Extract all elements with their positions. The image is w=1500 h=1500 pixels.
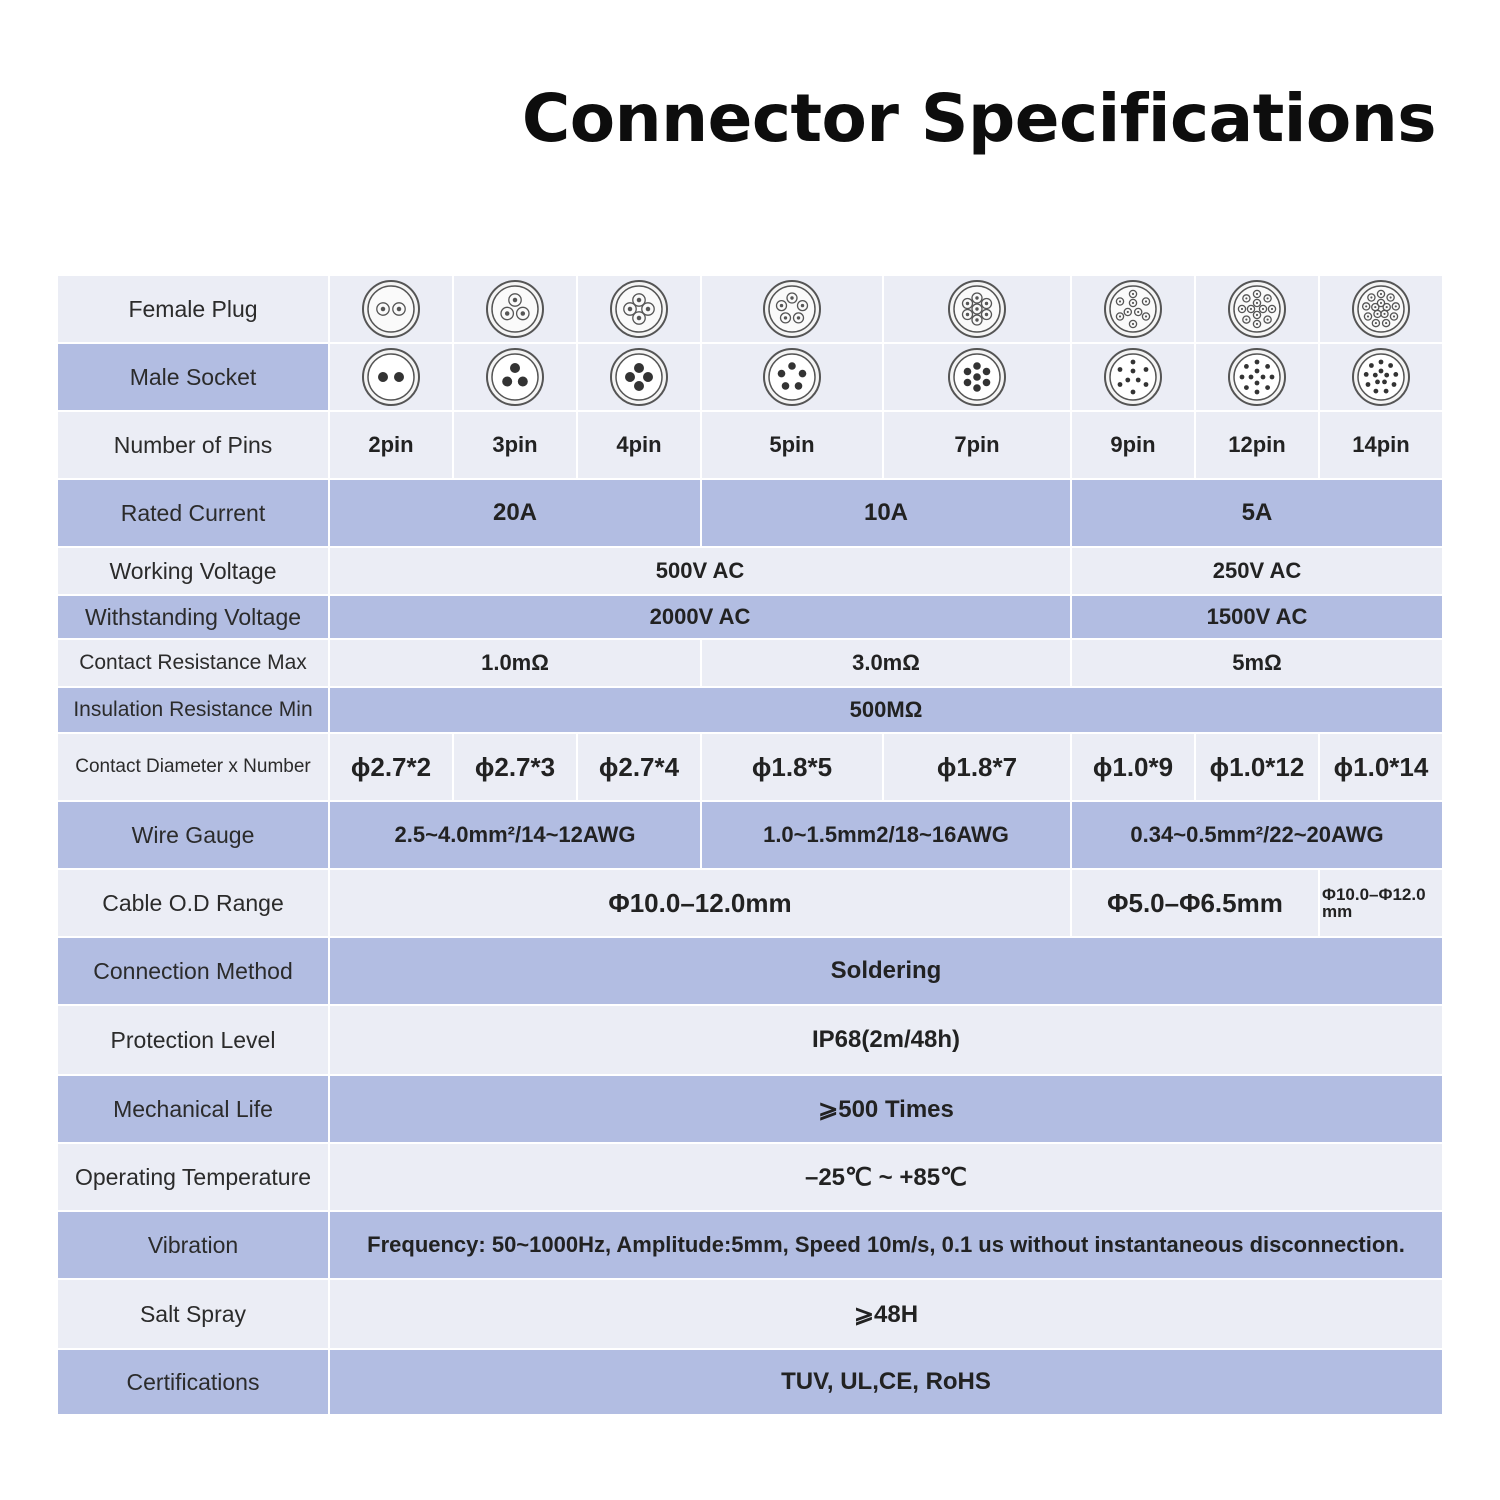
salt-spray-value: ⩾48H xyxy=(330,1280,1442,1348)
contact-diameter-value: ϕ1.8*5 xyxy=(702,734,882,800)
female-9pin-icon xyxy=(1072,276,1194,342)
male-3pin-icon xyxy=(454,344,576,410)
cable-od-value: Φ10.0–12.0mm xyxy=(330,870,1070,936)
pin-count-7pin: 7pin xyxy=(884,412,1070,478)
pin-count-14pin: 14pin xyxy=(1320,412,1442,478)
pin-count-4pin: 4pin xyxy=(578,412,700,478)
female-5pin-icon xyxy=(702,276,882,342)
female-plug-label: Female Plug xyxy=(58,276,328,342)
pin-count-5pin: 5pin xyxy=(702,412,882,478)
cable-od-value: Φ10.0–Φ12.0 mm xyxy=(1320,870,1442,936)
rated-current-value: 20A xyxy=(330,480,700,546)
protection-level-label: Protection Level xyxy=(58,1006,328,1074)
contact-resistance-value: 1.0mΩ xyxy=(330,640,700,686)
female-3pin-icon xyxy=(454,276,576,342)
contact-resistance-value: 5mΩ xyxy=(1072,640,1442,686)
male-5pin-icon xyxy=(702,344,882,410)
rated-current-value: 5A xyxy=(1072,480,1442,546)
withstanding-voltage-label: Withstanding Voltage xyxy=(58,596,328,638)
salt-spray-label: Salt Spray xyxy=(58,1280,328,1348)
working-voltage-value: 500V AC xyxy=(330,548,1070,594)
male-socket-label: Male Socket xyxy=(58,344,328,410)
pin-count-9pin: 9pin xyxy=(1072,412,1194,478)
vibration-label: Vibration xyxy=(58,1212,328,1278)
contact-diameter-value: ϕ1.0*9 xyxy=(1072,734,1194,800)
mechanical-life-label: Mechanical Life xyxy=(58,1076,328,1142)
wire-gauge-value: 1.0~1.5mm2/18~16AWG xyxy=(702,802,1070,868)
number-of-pins-label: Number of Pins xyxy=(58,412,328,478)
male-12pin-icon xyxy=(1196,344,1318,410)
contact-diameter-value: ϕ1.8*7 xyxy=(884,734,1070,800)
contact-diameter-value: ϕ1.0*12 xyxy=(1196,734,1318,800)
certifications-label: Certifications xyxy=(58,1350,328,1414)
protection-level-value: IP68(2m/48h) xyxy=(330,1006,1442,1074)
working-voltage-label: Working Voltage xyxy=(58,548,328,594)
rated-current-value: 10A xyxy=(702,480,1070,546)
wire-gauge-label: Wire Gauge xyxy=(58,802,328,868)
male-7pin-icon xyxy=(884,344,1070,410)
certifications-value: TUV, UL,CE, RoHS xyxy=(330,1350,1442,1414)
withstanding-voltage-value: 1500V AC xyxy=(1072,596,1442,638)
wire-gauge-value: 2.5~4.0mm²/14~12AWG xyxy=(330,802,700,868)
contact-resistance-label: Contact Resistance Max xyxy=(58,640,328,686)
female-4pin-icon xyxy=(578,276,700,342)
cable-od-value: Φ5.0–Φ6.5mm xyxy=(1072,870,1318,936)
pin-count-2pin: 2pin xyxy=(330,412,452,478)
cable-od-label: Cable O.D Range xyxy=(58,870,328,936)
male-4pin-icon xyxy=(578,344,700,410)
contact-resistance-value: 3.0mΩ xyxy=(702,640,1070,686)
insulation-resistance-value: 500MΩ xyxy=(330,688,1442,732)
male-14pin-icon xyxy=(1320,344,1442,410)
contact-diameter-value: ϕ2.7*3 xyxy=(454,734,576,800)
male-2pin-icon xyxy=(330,344,452,410)
mechanical-life-value: ⩾500 Times xyxy=(330,1076,1442,1142)
male-9pin-icon xyxy=(1072,344,1194,410)
withstanding-voltage-value: 2000V AC xyxy=(330,596,1070,638)
operating-temperature-value: –25℃ ~ +85℃ xyxy=(330,1144,1442,1210)
contact-diameter-value: ϕ1.0*14 xyxy=(1320,734,1442,800)
insulation-resistance-label: Insulation Resistance Min xyxy=(58,688,328,732)
contact-diameter-value: ϕ2.7*2 xyxy=(330,734,452,800)
female-7pin-icon xyxy=(884,276,1070,342)
working-voltage-value: 250V AC xyxy=(1072,548,1442,594)
female-12pin-icon xyxy=(1196,276,1318,342)
female-14pin-icon xyxy=(1320,276,1442,342)
contact-diameter-value: ϕ2.7*4 xyxy=(578,734,700,800)
female-2pin-icon xyxy=(330,276,452,342)
rated-current-label: Rated Current xyxy=(58,480,328,546)
pin-count-12pin: 12pin xyxy=(1196,412,1318,478)
connection-method-value: Soldering xyxy=(330,938,1442,1004)
operating-temperature-label: Operating Temperature xyxy=(58,1144,328,1210)
wire-gauge-value: 0.34~0.5mm²/22~20AWG xyxy=(1072,802,1442,868)
pin-count-3pin: 3pin xyxy=(454,412,576,478)
page-title: Connector Specifications xyxy=(521,80,1436,157)
vibration-value: Frequency: 50~1000Hz, Amplitude:5mm, Speed 10m/s, 0.1 us without instantaneous disconnection. xyxy=(330,1212,1442,1278)
connection-method-label: Connection Method xyxy=(58,938,328,1004)
contact-diameter-label: Contact Diameter x Number xyxy=(58,734,328,800)
